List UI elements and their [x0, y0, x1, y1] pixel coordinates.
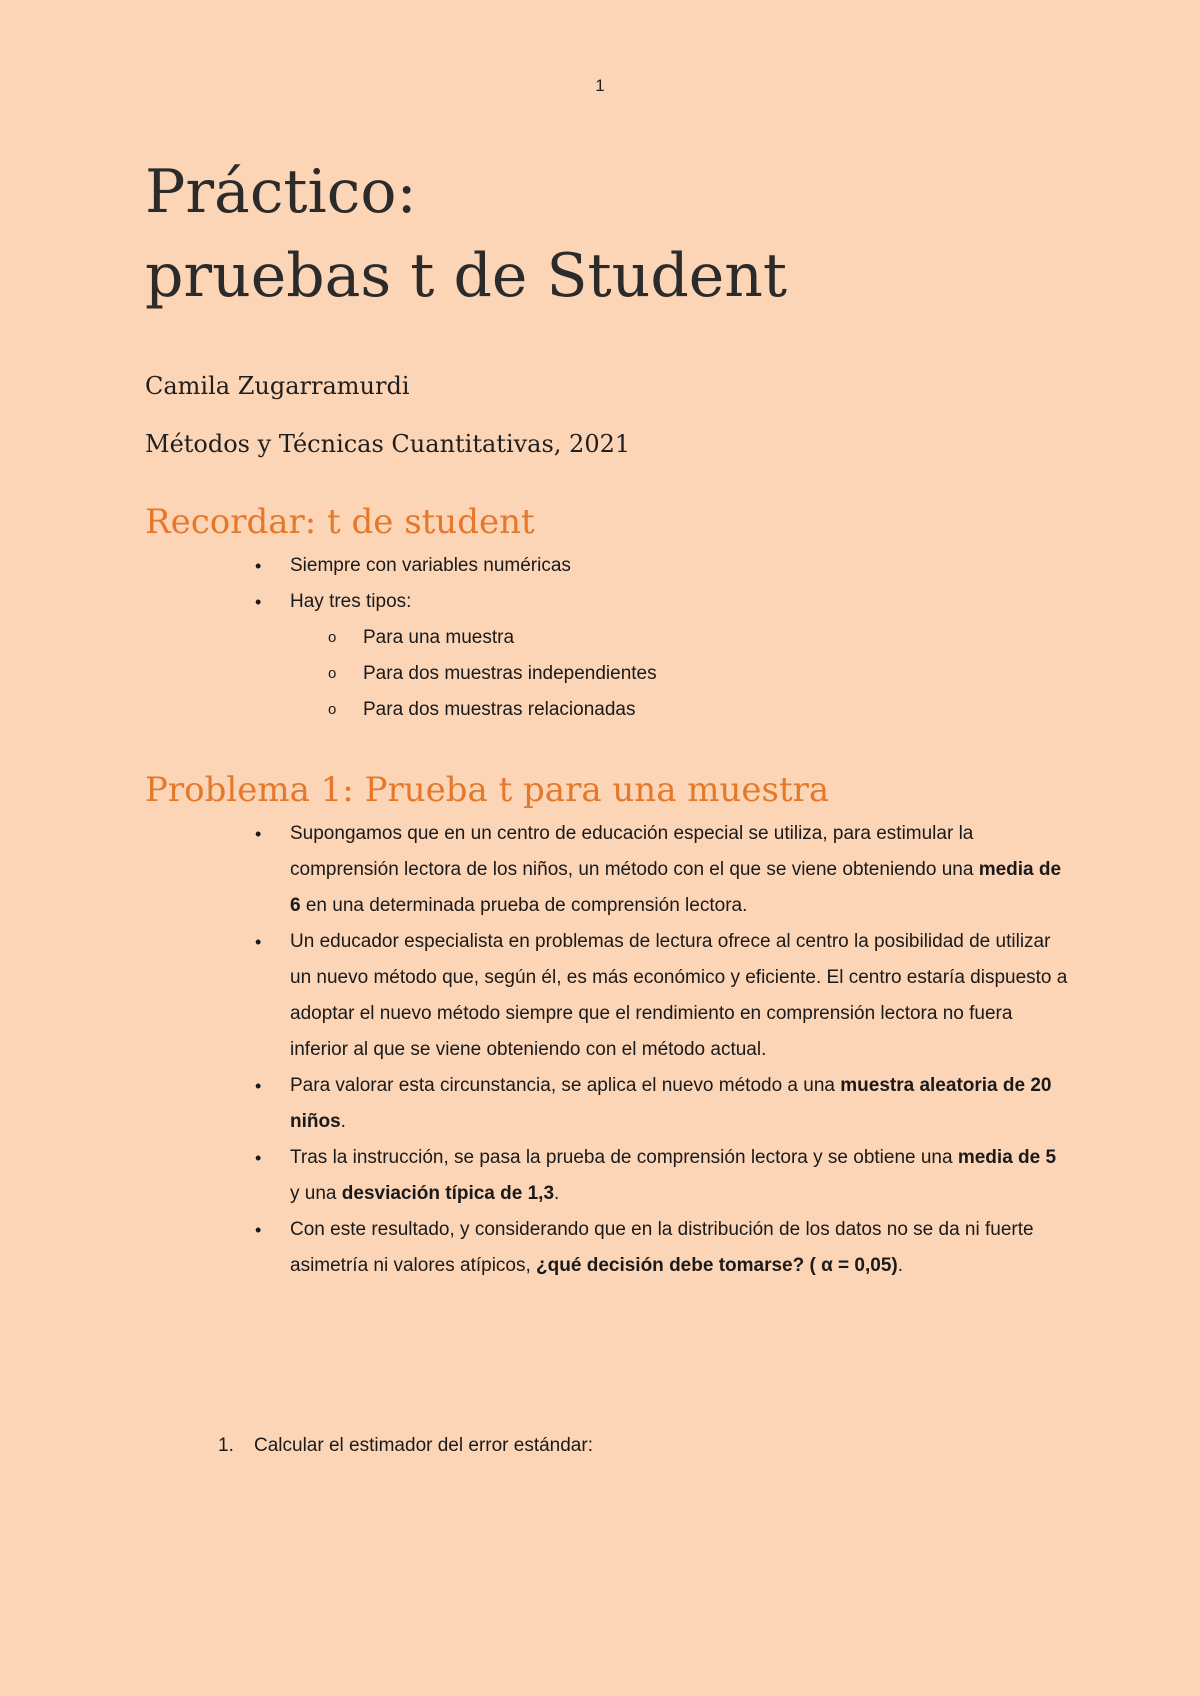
bullet-sample-bold: muestra aleatoria de 20 niños — [290, 1075, 1052, 1132]
step-1-number: 1. — [218, 1435, 234, 1456]
bullet-question-text: Con este resultado, y considerando que en la distribución de los datos no se da ni fuerte asimetría ni valores atípicos, — [290, 1219, 1034, 1276]
recordar-item-types-text: Hay tres tipos: — [290, 591, 412, 612]
bullet-sample-text: Para valorar esta circunstancia, se aplica el nuevo método a una — [290, 1075, 835, 1096]
problema-bullet-question — [290, 1212, 1070, 1284]
title-line-2: pruebas t de Student — [145, 241, 787, 311]
problema-1-heading: Problema 1: Prueba t para una muestra — [145, 770, 830, 810]
bullet-results-end: . — [554, 1183, 560, 1204]
bullet-sample-end: . — [340, 1111, 346, 1132]
problema-bullet-sample — [290, 1068, 1070, 1140]
recordar-item-numeric — [290, 548, 1070, 584]
problema-bullet-results — [290, 1140, 1070, 1212]
problema-bullet-educator — [290, 924, 1070, 1068]
recordar-item-types — [290, 584, 1070, 728]
page-number: 1 — [595, 76, 605, 95]
author-name: Camila Zugarramurdi — [145, 372, 410, 400]
recordar-item-numeric-text: Siempre con variables numéricas — [290, 555, 571, 576]
bullet-context-bold: media de 6 — [290, 859, 1062, 916]
type-related-samples: o Para dos muestras relacionadas — [290, 692, 1070, 728]
bullet-context-text: Supongamos que en un centro de educación especial se utiliza, para estimular la comprensión lectora de los niños, un método con el que se viene obteniendo una — [290, 823, 974, 880]
title-line-1: Práctico: — [145, 157, 417, 227]
bullet-results-bold-mean: media de 5 — [957, 1147, 1057, 1168]
bullet-results-text: Tras la instrucción, se pasa la prueba de comprensión lectora y se obtiene una — [290, 1147, 953, 1168]
bullet-question-end: . — [897, 1255, 904, 1276]
problema-bullet-context — [290, 816, 1070, 924]
type-independent-samples: o Para dos muestras independientes — [290, 656, 1070, 692]
bullet-question-bold: ¿qué decisión debe tomarse? ( α = 0,05) — [536, 1255, 898, 1276]
step-1 — [218, 1428, 593, 1464]
course-name: Métodos y Técnicas Cuantitativas, 2021 — [145, 430, 631, 458]
type-one-sample: o Para una muestra — [290, 620, 1070, 656]
problema-1-list — [290, 816, 1070, 1284]
bullet-context-end: en una determinada prueba de comprensión lectora. — [305, 895, 748, 916]
page-title — [145, 150, 787, 318]
recordar-heading: Recordar: t de student — [145, 502, 535, 542]
bullet-educator-text: Un educador especialista en problemas de lectura ofrece al centro la posibilidad de utilizar un nuevo método que, según él, es más económico y eficiente. El centro estaría dispuesto a adoptar el nuevo método siempre que el rendimiento en comprensión lectora no fuera inferior al que se viene obteniendo con el método actual. — [290, 931, 1068, 1060]
recordar-list — [290, 548, 1070, 728]
bullet-results-bold-sd: desviación típica de 1,3 — [341, 1183, 555, 1204]
step-1-text: Calcular el estimador del error estándar: — [254, 1435, 593, 1456]
types-sublist — [290, 620, 1070, 728]
bullet-results-mid: y una — [290, 1183, 337, 1204]
